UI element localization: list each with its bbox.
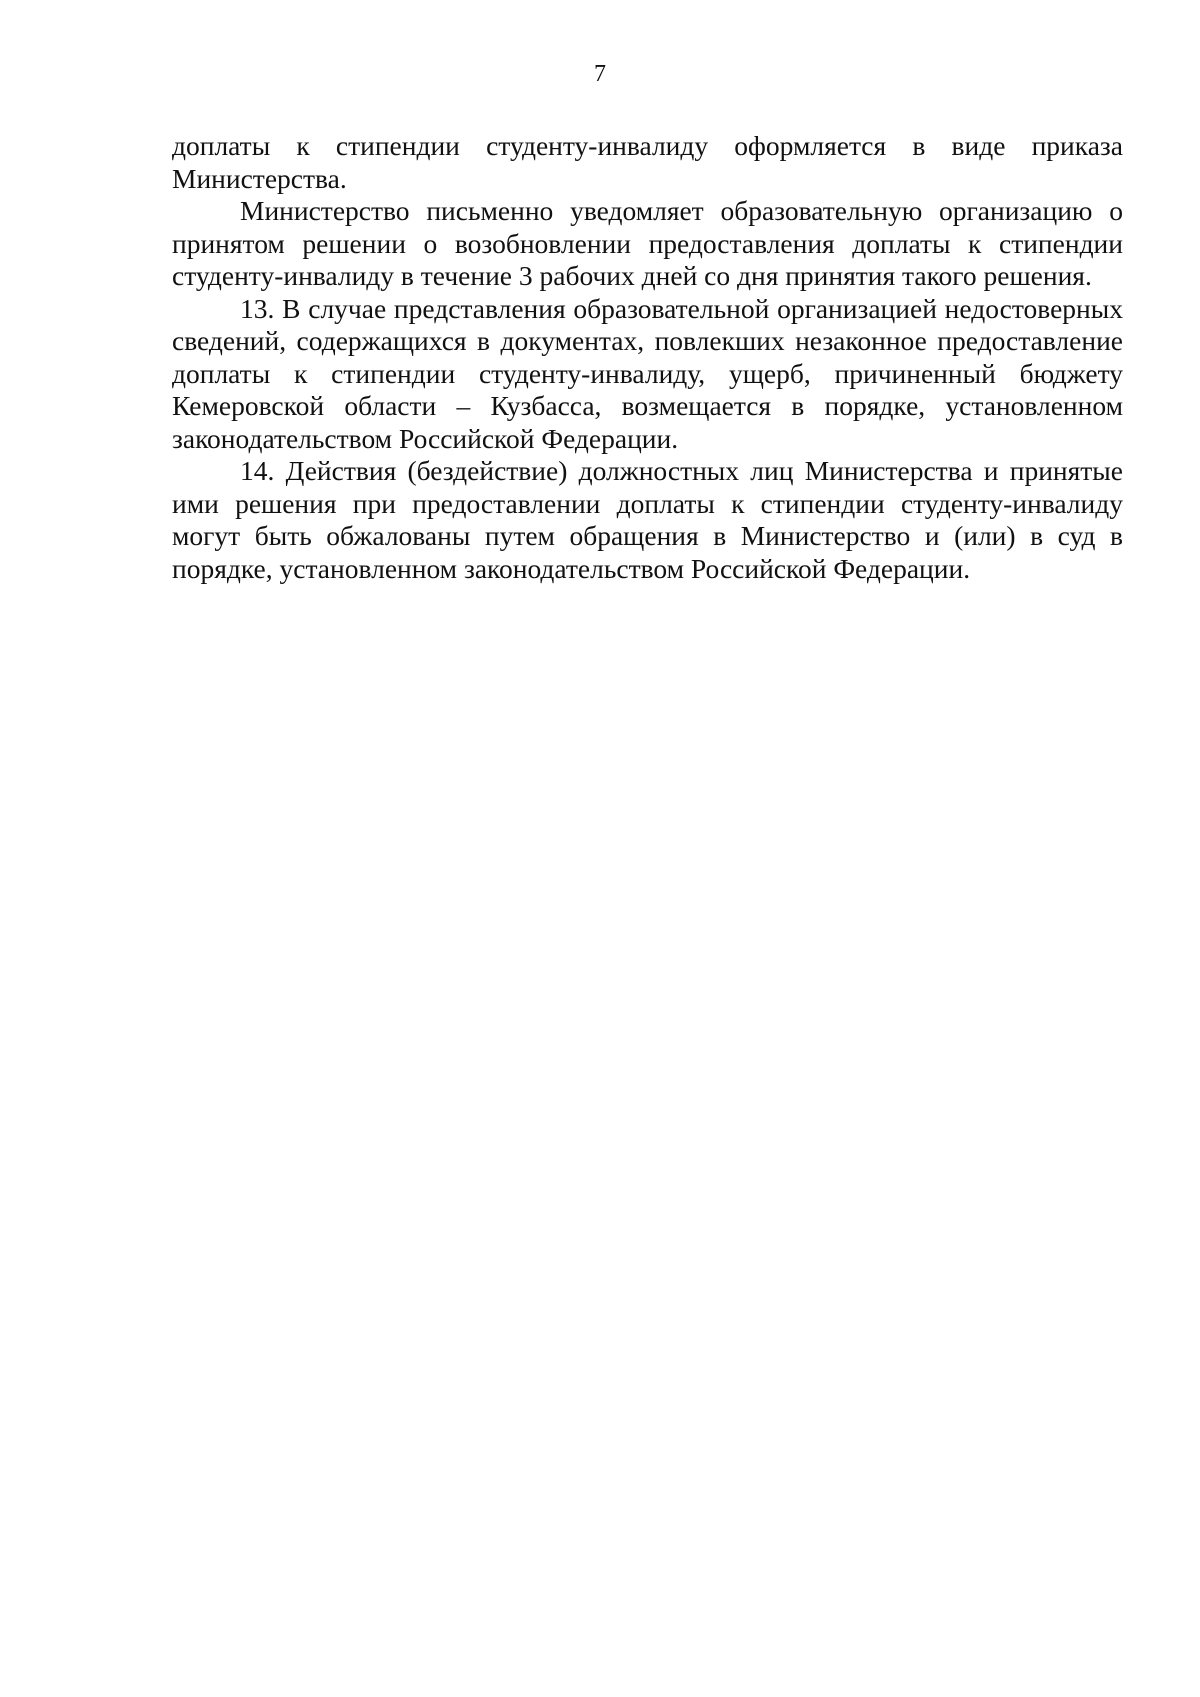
paragraph-14: 14. Действия (бездействие) должностных лиц Министерства и принятые ими решения при предоставлении доплаты к стипендии студенту-инвалиду могут быть обжалованы путем обращения в Министерство и (или) в суд в порядке, установленном законодательством Российской Федерации. (172, 455, 1123, 584)
document-body (172, 130, 1123, 585)
paragraph-13: 13. В случае представления образовательной организацией недостоверных сведений, содержащихся в документах, повлекших незаконное предоставление доплаты к стипендии студенту-инвалиду, ущерб, причиненный бюджету Кемеровской области – Кузбасса, возмещается в порядке, установленном законодательством Российской Федерации. (172, 292, 1123, 454)
paragraph-continuation: доплаты к стипендии студенту-инвалиду оформляется в виде приказа Министерства. (172, 130, 1123, 194)
paragraph-notification: Министерство письменно уведомляет образовательную организацию о принятом решении о возобновлении предоставления доплаты к стипендии студенту-инвалиду в течение 3 рабочих дней со дня принятия такого решения. (172, 195, 1123, 291)
page-number: 7 (594, 61, 606, 87)
